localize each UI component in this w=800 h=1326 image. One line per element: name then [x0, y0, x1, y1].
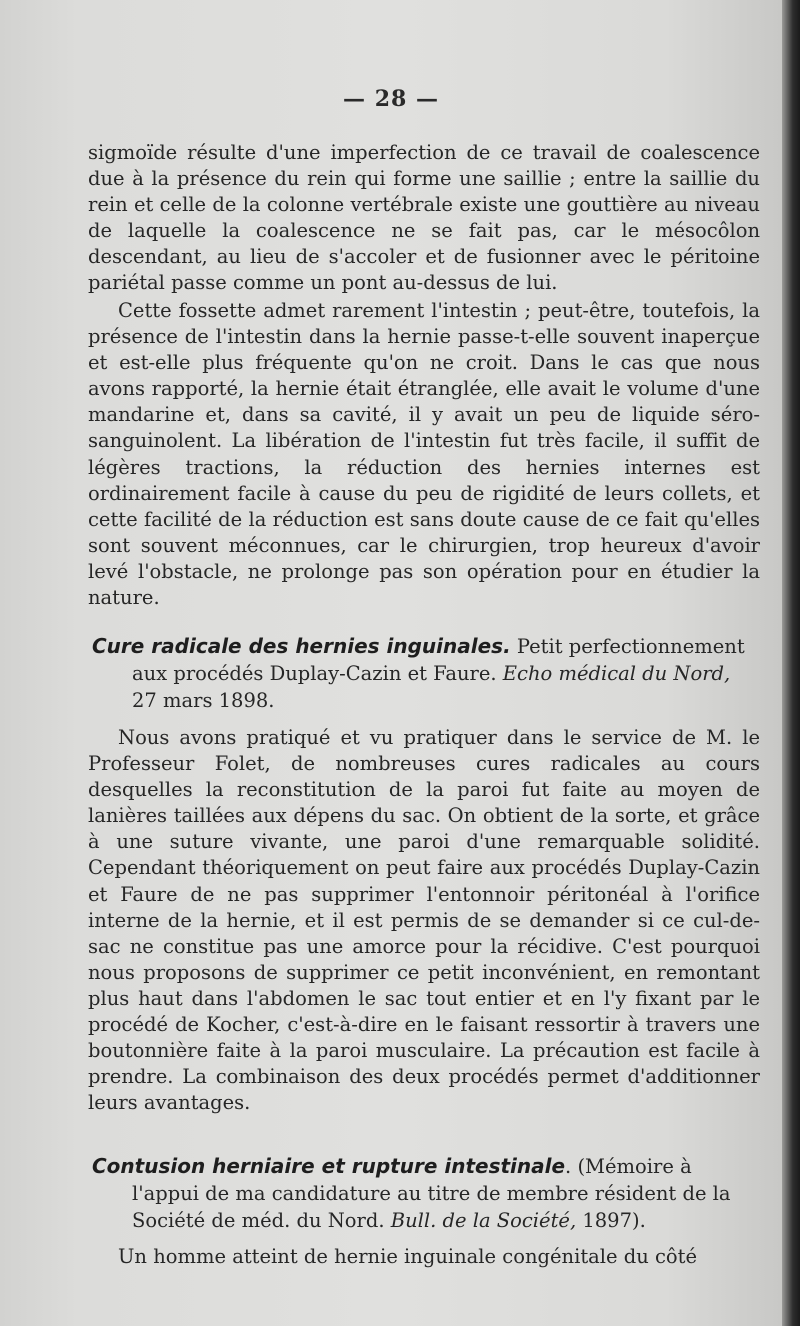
paragraph-contusion-start: [88, 1244, 760, 1270]
entry-date: 1897).: [576, 1209, 646, 1232]
entry-subtitle: Petit perfectionnement aux procédés Duplay-Cazin et Faure.: [132, 635, 745, 685]
paragraph-text: Nous avons pratiqué et vu pratiquer dans le service de M. le Professeur Folet, de nombreuses cures radicales au cours desquelles la reconstitution de la paroi fut faite au moyen de lanières taillées aux dépens du sac. On obtient de la sorte, et grâce à une suture vivante, une paroi d'une remarquable solidité. Cependant théoriquement on peut faire aux procédés Duplay-Cazin et Faure de ne pas supprimer l'entonnoir péritonéal à l'orifice interne de la hernie, et il est permis de se demander si ce cul-de-sac ne constitue pas une amorce pour la récidive. C'est pourquoi nous proposons de supprimer ce petit inconvénient, en remontant plus haut dans l'abdomen le sac tout entier et en l'y fixant par le procédé de Kocher, c'est-à-dire en le faisant ressortir à travers une boutonnière faite à la paroi musculaire. La précaution est facile à prendre. La combinaison des deux procédés permet d'additionner leurs avantages.: [88, 726, 760, 1115]
entry-title: Contusion herniaire et rupture intestinale: [92, 1154, 566, 1178]
paragraph-text: Un homme atteint de hernie inguinale congénitale du côté: [118, 1245, 698, 1268]
entry-title: Cure radicale des hernies inguinales.: [92, 634, 511, 658]
bibliography-entry-cure-radicale: [92, 633, 760, 714]
paragraph-cure-radicale: [88, 725, 760, 1116]
scan-edge-shadow: [782, 0, 800, 1326]
entry-date: 27 mars 1898.: [132, 689, 275, 712]
paragraph-sigmoide: [88, 140, 760, 297]
bibliography-entry-contusion: [92, 1153, 760, 1234]
page-number: — 28 —: [343, 86, 439, 112]
paragraph-text: sigmoïde résulte d'une imperfection de ce travail de coalescence due à la présence du rein qui forme une saillie ; entre la saillie du rein et celle de la colonne vertébrale existe une gouttière au niveau de laquelle la coalescence ne se fait pas, car le mésocôlon descendant, au lieu de s'accoler et de fusionner avec le péritoine pariétal passe comme un pont au-dessus de lui.: [88, 141, 760, 295]
paragraph-text: Cette fossette admet rarement l'intestin ; peut-être, toutefois, la présence de l'intestin dans la hernie passe-t-elle souvent inaperçue et est-elle plus fréquente qu'on ne croit. Dans le cas que nous avons rapporté, la hernie était étranglée, elle avait le volume d'une mandarine et, dans sa cavité, il y avait un peu de liquide séro-sanguinolent. La libération de l'intestin fut très facile, il suffit de légères tractions, la réduction des hernies internes est ordinairement facile à cause du peu de rigidité de leurs collets, et cette facilité de la réduction est sans doute cause de ce fait qu'elles sont souvent méconnues, car le chirurgien, trop heureux d'avoir levé l'obstacle, ne prolonge pas son opération pour en étudier la nature.: [88, 299, 760, 610]
entry-subtitle: . (Mémoire à l'appui de ma candidature au titre de membre résident de la Société de méd. du Nord.: [132, 1155, 731, 1232]
paragraph-fossette: [88, 298, 760, 611]
entry-journal: Bull. de la Société,: [390, 1209, 577, 1232]
entry-journal: Echo médical du Nord,: [502, 662, 731, 685]
